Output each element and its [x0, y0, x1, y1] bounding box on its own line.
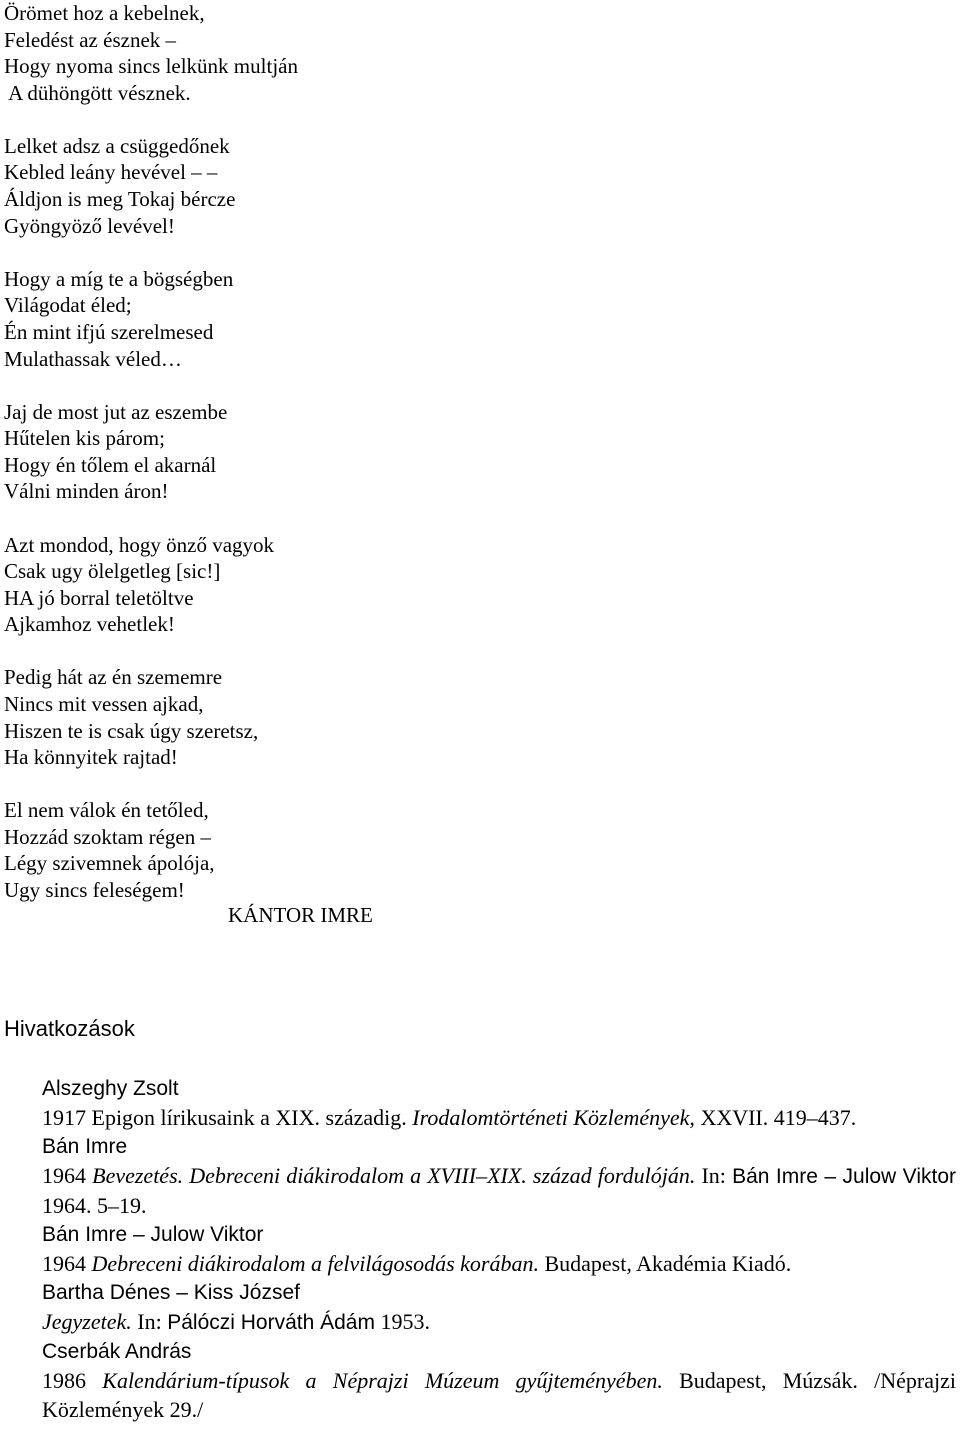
- reference-title: Jegyzetek.: [42, 1309, 132, 1334]
- poem: [4, 0, 604, 930]
- reference-year: 1964: [42, 1251, 92, 1276]
- reference-year: 1964: [42, 1163, 93, 1188]
- reference-text: Epigon lírikusaink a XIX. századig.: [91, 1105, 413, 1130]
- poem-line: Hogy nyoma sincs lelkünk multján: [4, 54, 298, 79]
- poem-stanza: [4, 664, 604, 770]
- reference-title: Irodalomtörténeti Közlemények,: [412, 1105, 695, 1130]
- reference-year: 1986: [42, 1368, 103, 1393]
- poem-line: Jaj de most jut az eszembe: [4, 399, 228, 424]
- poem-line: Feledést az észnek –: [4, 27, 177, 52]
- reference-entry: [42, 1307, 956, 1337]
- reference-text: Budapest, Múzsák. /Néprajzi Közlemények 29./: [42, 1368, 957, 1422]
- reference-text: Budapest, Akadémia Kiadó.: [538, 1251, 792, 1276]
- poem-author: KÁNTOR IMRE: [228, 903, 373, 927]
- poem-line: El nem válok én tetőled,: [4, 798, 209, 823]
- poem-line: Válni minden áron!: [4, 479, 169, 504]
- reference-entry: [42, 1249, 956, 1278]
- poem-line: Légy szivemnek ápolója,: [4, 851, 215, 876]
- poem-stanza: [4, 399, 604, 505]
- poem-line: Pedig hát az én szememre: [4, 665, 223, 690]
- reference-text: 1953.: [374, 1309, 430, 1334]
- poem-line: Világodat éled;: [4, 293, 132, 318]
- poem-stanza: [4, 0, 604, 106]
- reference-text: Pálóczi Horváth Ádám: [167, 1311, 375, 1334]
- poem-line: Hiszen te is csak úgy szeretsz,: [4, 718, 259, 743]
- reference-author: Cserbák András: [42, 1340, 192, 1363]
- poem-stanza: [4, 532, 604, 638]
- reference-text: 1964. 5–19.: [42, 1193, 147, 1218]
- reference-text: Bán Imre – Julow Viktor: [732, 1165, 956, 1188]
- poem-line: Azt mondod, hogy önző vagyok: [4, 532, 275, 557]
- poem-stanza: [4, 797, 604, 903]
- reference-text: In:: [695, 1163, 733, 1188]
- reference-author: Bartha Dénes – Kiss József: [42, 1281, 300, 1304]
- reference-author: Alszeghy Zsolt: [42, 1077, 179, 1100]
- poem-stanza: [4, 133, 604, 239]
- poem-line: Hozzád szoktam régen –: [4, 824, 211, 849]
- references-list: [42, 1074, 956, 1424]
- reference-title: Kalendárium-típusok a Néprajzi Múzeum gyűjteményében.: [102, 1368, 663, 1393]
- poem-line: Én mint ifjú szerelmesed: [4, 319, 214, 344]
- poem-line: Gyöngyöző levével!: [4, 213, 175, 238]
- poem-line: Ugy sincs feleségem!: [4, 878, 185, 903]
- poem-line: Hűtelen kis párom;: [4, 426, 165, 451]
- reference-title: Bevezetés. Debreceni diákirodalom a XVIII–XIX. század fordulóján.: [92, 1163, 696, 1188]
- reference-author: Bán Imre – Julow Viktor: [42, 1223, 264, 1246]
- poem-line: Ajkamhoz vehetlek!: [4, 612, 175, 637]
- poem-line: Lelket adsz a csüggedőnek: [4, 133, 230, 158]
- reference-text: XXVII. 419–437.: [694, 1105, 857, 1130]
- poem-line: Csak ugy ölelgetleg [sic!]: [4, 559, 221, 584]
- poem-line: Áldjon is meg Tokaj bércze: [4, 187, 236, 212]
- reference-title: Debreceni diákirodalom a felvilágosodás korában.: [91, 1251, 539, 1276]
- poem-line: Mulathassak véled…: [4, 346, 182, 371]
- reference-author: Bán Imre: [42, 1135, 128, 1158]
- reference-year: 1917: [42, 1105, 92, 1130]
- poem-line: Kebled leány hevével – –: [4, 160, 218, 185]
- poem-line: Örömet hoz a kebelnek,: [4, 1, 205, 25]
- references-heading: Hivatkozások: [4, 1016, 135, 1041]
- poem-line: A dühöngött vésznek.: [4, 80, 191, 105]
- poem-stanza: [4, 266, 604, 372]
- poem-line: Hogy én tőlem el akarnál: [4, 452, 217, 477]
- poem-line: Nincs mit vessen ajkad,: [4, 691, 204, 716]
- reference-entry: [42, 1103, 956, 1132]
- reference-entry: [42, 1366, 956, 1424]
- reference-entry: [42, 1161, 956, 1220]
- poem-line: HA jó borral teletöltve: [4, 585, 194, 610]
- poem-line: Ha könnyitek rajtad!: [4, 745, 178, 770]
- poem-line: Hogy a míg te a bögségben: [4, 266, 234, 291]
- reference-text: In:: [131, 1309, 168, 1334]
